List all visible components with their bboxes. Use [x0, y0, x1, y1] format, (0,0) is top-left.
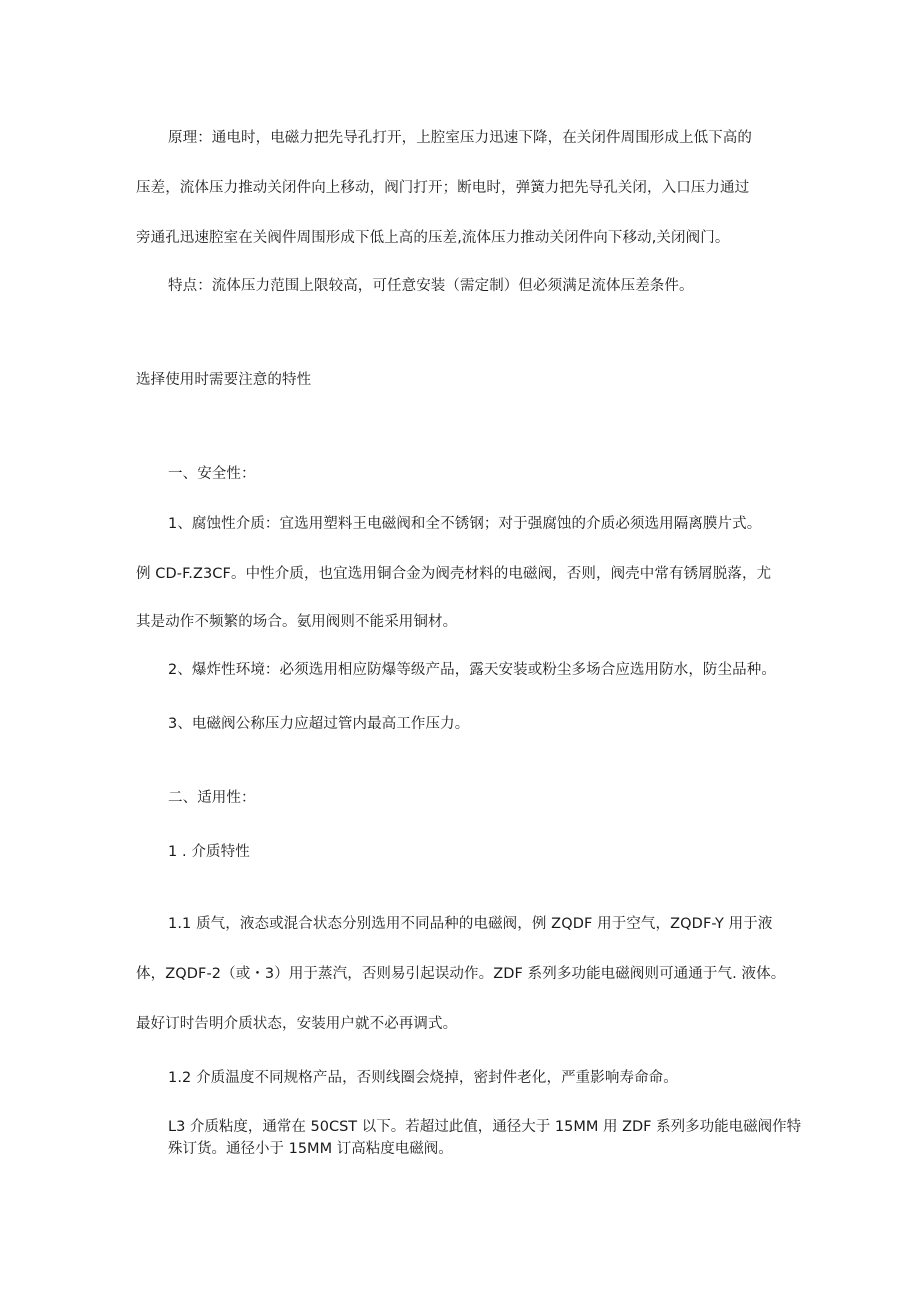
paragraph-1-1-line-1: 1.1 质气，液态或混合状态分别选用不同品种的电磁阀，例 ZQDF 用于空气，ZQDF-Y 用于液	[168, 916, 773, 932]
paragraph-1-2: 1.2 介质温度不同规格产品，否则线圈会烧掉，密封件老化，严重影响寿命命。	[168, 1070, 678, 1086]
safety-item-2: 2、爆炸性环境：必须选用相应防爆等级产品，露天安装或粉尘多场合应选用防水，防尘品种。	[168, 662, 776, 678]
safety-heading: 一、安全性：	[168, 466, 256, 482]
safety-item-1-line-3: 其是动作不频繁的场合。氨用阀则不能采用铜材。	[136, 614, 458, 630]
feature-paragraph: 特点：流体压力范围上限较高，可任意安装（需定制）但必须满足流体压差条件。	[168, 278, 694, 294]
paragraph-1-1-line-2: 体，ZQDF-2（或・3）用于蒸汽，否则易引起误动作。ZDF 系列多功能电磁阀则可通通于气. 液体。	[136, 966, 786, 982]
paragraph-1-3: L3 介质粘度，通常在 50CST 以下。若超过此值，通径大于 15MM 用 ZDF 系列多功能电磁阀作特殊订货。通径小于 15MM 订高粘度电磁阀。	[168, 1119, 802, 1157]
applicability-heading: 二、适用性：	[168, 790, 256, 806]
principle-line-3: 旁通孔迅速腔室在关阀件周围形成下低上高的压差,流体压力推动关闭件向下移动,关闭阀门。	[136, 230, 730, 246]
safety-item-1-line-1: 1、腐蚀性介质：宜选用塑料王电磁阀和全不锈钢；对于强腐蚀的介质必须选用隔离膜片式。	[168, 516, 762, 532]
principle-line-1: 原理：通电时，电磁力把先导孔打开，上腔室压力迅速下降，在关闭件周围形成上低下高的	[168, 130, 752, 146]
safety-item-1-line-2: 例 CD-F.Z3CF。中性介质，也宜选用铜合金为阀壳材料的电磁阀，否则，阀壳中常有锈屑脱落，尤	[136, 566, 772, 582]
principle-line-2: 压差，流体压力推动关闭件向上移动，阀门打开；断电时，弹簧力把先导孔关闭，入口压力通过	[136, 180, 750, 196]
applicability-sub-1: 1 . 介质特性	[168, 844, 250, 860]
paragraph-1-1-line-3: 最好订时告明介质状态，安装用户就不必再调式。	[136, 1016, 458, 1032]
safety-item-3: 3、电磁阀公称压力应超过管内最高工作压力。	[168, 716, 470, 732]
selection-title: 选择使用时需要注意的特性	[136, 372, 312, 388]
